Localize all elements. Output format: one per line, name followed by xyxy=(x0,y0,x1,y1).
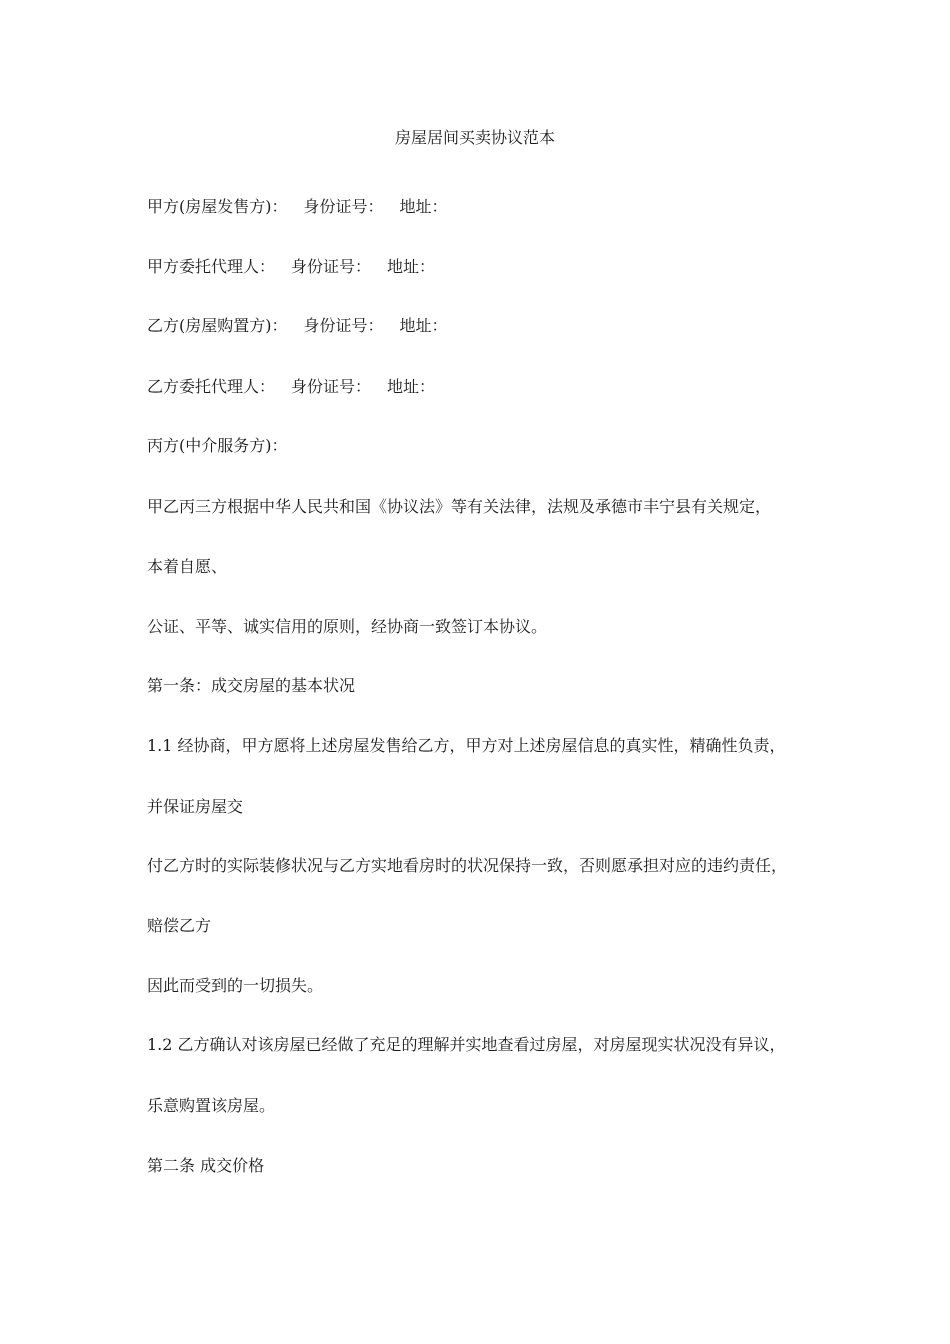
clause-1-1-line: 付乙方时的实际装修状况与乙方实地看房时的状况保持一致，否则愿承担对应的违约责任， xyxy=(147,856,788,875)
preamble-line: 本着自愿、 xyxy=(147,557,228,576)
document-title: 房屋居间买卖协议范本 xyxy=(394,128,555,147)
party-a-agent-id-label: 身份证号： xyxy=(291,257,372,276)
clause-1-1-line: 1.1 经协商，甲方愿将上述房屋发售给乙方，甲方对上述房屋信息的真实性，精确性负责， xyxy=(147,736,786,755)
party-a-line xyxy=(147,195,827,219)
party-b-agent-line xyxy=(147,375,827,399)
party-b-id-label: 身份证号： xyxy=(303,316,384,335)
party-b-agent-id-label: 身份证号： xyxy=(291,377,372,396)
preamble-line: 公证、平等、诚实信用的原则，经协商一致签订本协议。 xyxy=(147,617,548,636)
party-b-agent-label: 乙方委托代理人： xyxy=(147,377,276,396)
party-a-agent-label: 甲方委托代理人： xyxy=(147,257,276,276)
party-b-agent-address-label: 地址： xyxy=(387,377,436,396)
preamble-line: 甲乙丙三方根据中华人民共和国《协议法》等有关法律，法规及承德市丰宁县有关规定， xyxy=(147,497,772,516)
party-a-agent-address-label: 地址： xyxy=(387,257,436,276)
clause-1-1-line: 因此而受到的一切损失。 xyxy=(147,976,324,995)
clause-1-2-line: 1.2 乙方确认对该房屋已经做了充足的理解并实地查看过房屋，对房屋现实状况没有异议， xyxy=(147,1035,786,1054)
party-b-line xyxy=(147,314,827,338)
party-a-label: 甲方(房屋发售方)： xyxy=(147,197,288,216)
article-2-heading: 第二条 成交价格 xyxy=(147,1156,265,1175)
party-c-line: 丙方(中介服务方)： xyxy=(147,436,288,455)
party-a-address-label: 地址： xyxy=(399,197,448,216)
clause-1-1-line: 赔偿乙方 xyxy=(147,916,212,935)
party-a-id-label: 身份证号： xyxy=(303,197,384,216)
party-a-agent-line xyxy=(147,255,827,279)
clause-1-2-line: 乐意购置该房屋。 xyxy=(147,1096,276,1115)
clause-1-1-line: 并保证房屋交 xyxy=(147,797,244,816)
party-b-label: 乙方(房屋购置方)： xyxy=(147,316,288,335)
article-1-heading: 第一条：成交房屋的基本状况 xyxy=(147,676,356,695)
party-b-address-label: 地址： xyxy=(399,316,448,335)
